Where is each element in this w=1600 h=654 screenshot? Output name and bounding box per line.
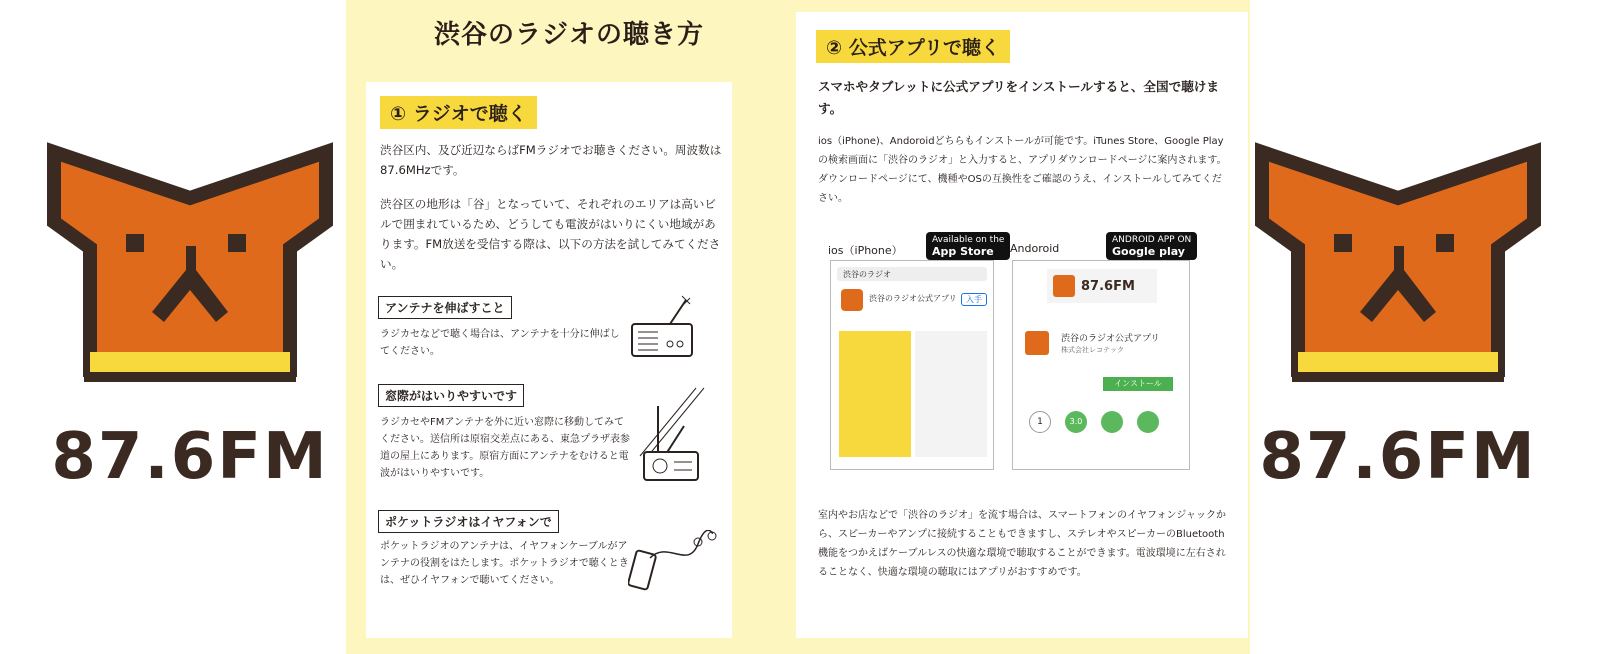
tip-title: ポケットラジオはイヤフォンで xyxy=(378,510,559,533)
android-header-logo xyxy=(1047,269,1157,303)
tip-title: アンテナを伸ばすこと xyxy=(378,296,512,319)
gplay-small-text: ANDROID APP ON xyxy=(1112,235,1192,245)
section2-heading: ② 公式アプリで聴く xyxy=(816,30,1010,63)
android-rating-stat: 3.0 xyxy=(1065,411,1087,433)
android-app-name: 渋谷のラジオ公式アプリ xyxy=(1061,334,1160,344)
dog-face-icon xyxy=(40,140,340,410)
dog-face-icon xyxy=(1248,140,1548,410)
android-category-icon xyxy=(1101,411,1123,433)
section1-intro: 渋谷区内、及び近辺ならばFMラジオでお聴きください。周波数は87.6MHzです。 xyxy=(380,143,722,177)
android-similar-icon xyxy=(1137,411,1159,433)
app-section xyxy=(796,12,1248,638)
mascot-logo-left xyxy=(40,140,340,494)
tip-body: ポケットラジオのアンテナは、イヤフォンケーブルがアンテナの役割をはたします。ポケットラジオで聴くときは、ぜひイヤフォンで聴いてください。 xyxy=(380,541,629,586)
frequency-logo-text: 87.6FM xyxy=(1259,420,1537,494)
section2-lead: スマホやタブレットに公式アプリをインストールすると、全国で聴けます。 xyxy=(818,79,1219,116)
gplay-big-text: Google play xyxy=(1112,245,1185,258)
ios-get-button[interactable]: 入手 xyxy=(961,293,987,306)
brochure-title: 渋谷のラジオの聴き方 xyxy=(434,20,705,50)
frequency-logo-text: 87.6FM xyxy=(51,420,329,494)
section1-heading: ① ラジオで聴く xyxy=(380,96,537,129)
appstore-big-text: App Store xyxy=(932,245,994,258)
section2-detail: ios（iPhone)、Andoroidどちらもインストールが可能です。iTunes Store、Google Playの検索画面に「渋谷のラジオ」と入力すると、アプリダウンロードページに案内されます。ダウンロードページにて、機種やOSの互換性をご確認のうえ、インストールしてみてください。 xyxy=(818,136,1227,204)
mascot-logo-right xyxy=(1248,140,1548,494)
android-logo-text: 87.6FM xyxy=(1081,279,1135,294)
radio-antenna-icon xyxy=(630,294,696,358)
radio-section xyxy=(366,82,732,638)
ios-screenshot xyxy=(830,260,994,470)
android-company: 株式会社レコテック xyxy=(1061,346,1124,354)
window-radio-icon xyxy=(636,386,706,482)
android-label: Andoroid xyxy=(1010,242,1060,255)
tip-body: ラジカセやFMアンテナを外に近い窓際に移動してみてください。送信所は原宿交差点にある、東急プラザ表参道の屋上にあります。原宿方面にアンテナをむけると電波がはいりやすいです。 xyxy=(380,417,630,479)
android-screenshot xyxy=(1012,260,1190,470)
app-icon xyxy=(841,289,863,311)
app-icon xyxy=(1025,331,1049,355)
appstore-small-text: Available on the xyxy=(932,235,1005,245)
android-downloads-stat: 1 xyxy=(1029,411,1051,433)
brochure xyxy=(346,0,1250,654)
appstore-badge[interactable] xyxy=(926,232,1010,260)
android-install-button[interactable]: インストール xyxy=(1103,377,1173,391)
section2-footer: 室内やお店などで「渋谷のラジオ」を流す場合は、スマートフォンのイヤフォンジャックから、スピーカーやアンプに接続することもできますし、ステレオやスピーカーのBluetooth機能をつかえばケーブルレスの快適な環境で聴取することができます。電波環境に左右されることなく、快適な環境の聴取にはアプリがおすすめです。 xyxy=(818,510,1227,578)
pocket-radio-earphone-icon xyxy=(628,530,718,594)
ios-screen-preview xyxy=(915,331,987,457)
section1-detail: 渋谷区の地形は「谷」となっていて、それぞれのエリアは高いビルで囲まれているため、どうしても電波がはいりにくい地域があります。FM放送を受信する際は、以下の方法を試してみてください。 xyxy=(380,197,721,271)
tip-body: ラジカセなどで聴く場合は、アンテナを十分に伸ばしてください。 xyxy=(380,329,620,357)
ios-search-bar: 渋谷のラジオ xyxy=(837,267,987,281)
googleplay-badge[interactable] xyxy=(1106,232,1197,260)
ios-app-name: 渋谷のラジオ公式アプリ xyxy=(869,294,957,303)
ios-label: ios（iPhone） xyxy=(828,244,903,257)
tip-title: 窓際がはいりやすいです xyxy=(378,384,524,407)
ios-screen-preview xyxy=(839,331,911,457)
